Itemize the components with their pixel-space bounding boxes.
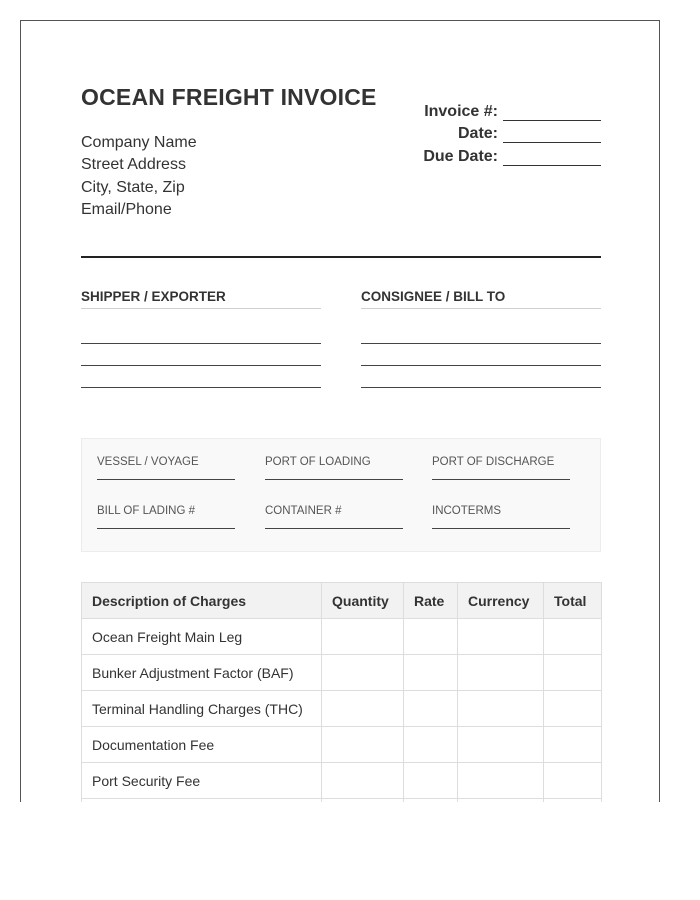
- company-street: Street Address: [81, 156, 186, 174]
- charge-quantity-cell[interactable]: [322, 655, 404, 691]
- column-header-total: Total: [544, 583, 602, 619]
- charge-description: Ocean Freight Main Leg: [82, 619, 322, 655]
- charge-quantity-cell[interactable]: [322, 799, 404, 803]
- table-row: [82, 763, 602, 799]
- invoice-number-row: [381, 98, 601, 121]
- vessel-voyage-input-line[interactable]: [97, 479, 235, 480]
- port-of-discharge-label: PORT OF DISCHARGE: [432, 456, 555, 468]
- port-of-loading-input-line[interactable]: [265, 479, 403, 480]
- port-of-loading-field: [265, 456, 403, 480]
- charge-currency-cell[interactable]: [458, 763, 544, 799]
- company-address-block: [81, 132, 197, 221]
- charge-description: [82, 799, 322, 803]
- table-row: [82, 619, 602, 655]
- table-row: [82, 691, 602, 727]
- company-contact: Email/Phone: [81, 200, 172, 218]
- due-date-field[interactable]: [503, 149, 601, 166]
- shipper-title: SHIPPER / EXPORTER: [81, 289, 321, 309]
- charge-total-cell[interactable]: [544, 655, 602, 691]
- consignee-title: CONSIGNEE / BILL TO: [361, 289, 601, 309]
- charge-currency-cell[interactable]: [458, 655, 544, 691]
- table-header-row: [82, 583, 602, 619]
- charge-quantity-cell[interactable]: [322, 619, 404, 655]
- header-divider: [81, 256, 601, 258]
- port-of-loading-label: PORT OF LOADING: [265, 456, 371, 468]
- column-header-rate: Rate: [404, 583, 458, 619]
- charge-total-cell[interactable]: [544, 763, 602, 799]
- consignee-line[interactable]: [361, 365, 601, 366]
- invoice-meta: [381, 98, 601, 166]
- charge-rate-cell[interactable]: [404, 727, 458, 763]
- charge-rate-cell[interactable]: [404, 655, 458, 691]
- port-of-discharge-input-line[interactable]: [432, 479, 570, 480]
- vessel-voyage-label: VESSEL / VOYAGE: [97, 456, 199, 468]
- charge-currency-cell[interactable]: [458, 727, 544, 763]
- shipper-section: [81, 289, 321, 388]
- table-row: [82, 799, 602, 803]
- table-row: [82, 655, 602, 691]
- charge-description: Bunker Adjustment Factor (BAF): [82, 655, 322, 691]
- table-row: [82, 727, 602, 763]
- charge-description: Terminal Handling Charges (THC): [82, 691, 322, 727]
- incoterms-input-line[interactable]: [432, 528, 570, 529]
- shipper-line[interactable]: [81, 365, 321, 366]
- date-field[interactable]: [503, 126, 601, 143]
- charge-total-cell[interactable]: [544, 727, 602, 763]
- charges-table: [81, 582, 602, 802]
- port-of-discharge-field: [432, 456, 570, 480]
- date-row: [381, 121, 601, 144]
- column-header-quantity: Quantity: [322, 583, 404, 619]
- charge-total-cell[interactable]: [544, 799, 602, 803]
- charge-rate-cell[interactable]: [404, 763, 458, 799]
- invoice-page: [20, 20, 660, 802]
- incoterms-field: [432, 505, 570, 529]
- invoice-title: OCEAN FREIGHT INVOICE: [81, 84, 377, 110]
- invoice-number-label: Invoice #:: [424, 102, 498, 120]
- charge-currency-cell[interactable]: [458, 691, 544, 727]
- charge-quantity-cell[interactable]: [322, 763, 404, 799]
- column-header-currency: Currency: [458, 583, 544, 619]
- charge-rate-cell[interactable]: [404, 619, 458, 655]
- container-number-label: CONTAINER #: [265, 505, 342, 517]
- charge-total-cell[interactable]: [544, 691, 602, 727]
- due-date-row: [381, 143, 601, 166]
- company-name: Company Name: [81, 134, 197, 151]
- due-date-label: Due Date:: [423, 147, 498, 165]
- vessel-voyage-field: [97, 456, 235, 480]
- charge-rate-cell[interactable]: [404, 691, 458, 727]
- shipper-line[interactable]: [81, 387, 321, 388]
- bill-of-lading-field: [97, 505, 235, 529]
- date-label: Date:: [457, 125, 498, 142]
- consignee-section: [361, 289, 601, 388]
- charge-description: Documentation Fee: [82, 727, 322, 763]
- consignee-line[interactable]: [361, 343, 601, 344]
- charge-currency-cell[interactable]: [458, 799, 544, 803]
- container-number-field: [265, 505, 403, 529]
- consignee-line[interactable]: [361, 387, 601, 388]
- company-city: City, State, Zip: [81, 178, 185, 196]
- charge-currency-cell[interactable]: [458, 619, 544, 655]
- charge-quantity-cell[interactable]: [322, 727, 404, 763]
- container-number-input-line[interactable]: [265, 528, 403, 529]
- column-header-description: Description of Charges: [82, 583, 322, 619]
- bill-of-lading-label: BILL OF LADING #: [97, 505, 195, 517]
- shipper-line[interactable]: [81, 343, 321, 344]
- charge-description: Port Security Fee: [82, 763, 322, 799]
- shipping-details-box: [81, 438, 601, 552]
- incoterms-label: INCOTERMS: [432, 505, 501, 517]
- charge-total-cell[interactable]: [544, 619, 602, 655]
- charge-quantity-cell[interactable]: [322, 691, 404, 727]
- invoice-number-field[interactable]: [503, 104, 601, 121]
- bill-of-lading-input-line[interactable]: [97, 528, 235, 529]
- charge-rate-cell[interactable]: [404, 799, 458, 803]
